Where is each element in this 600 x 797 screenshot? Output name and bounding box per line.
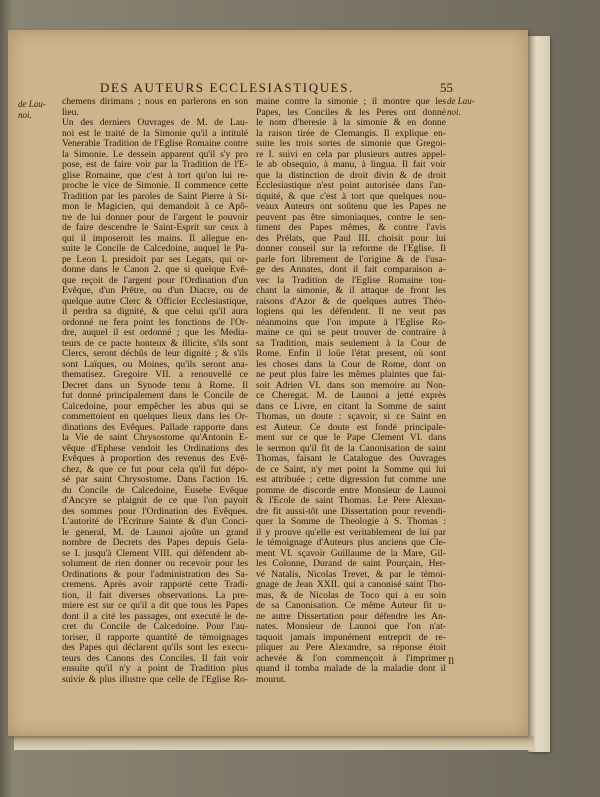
text-line: cret du Concile de Calcedoine. Pour l'au-: [62, 622, 248, 632]
page-number: 55: [440, 80, 453, 95]
text-line: teurs des Canons des Conciles. Il fait voir: [62, 653, 248, 664]
text-line: Un des derniers Ouvrages de M. de Lau-: [62, 118, 248, 128]
text-line: Clercs, seront déchûs de leur dignité ; & s'ils: [62, 349, 248, 359]
text-line: noi est le traité de la Simonie qu'il a intitulé: [62, 128, 248, 139]
text-line: il perdra sa dignité, & que celui qu'il aura: [62, 307, 248, 317]
text-line: se I. jusqu'à Clement VIII. qui défendent ab-: [62, 548, 248, 559]
text-line: commettoient en quelques lieux dans les Or-: [62, 412, 248, 422]
text-line: sa Tradition, mais seulement à la Cour de: [256, 338, 446, 349]
text-line: chemens dirimans ; nous en parlerons en son: [62, 97, 248, 107]
text-line: vec la Tradition de l'Eglise Romaine tou-: [256, 275, 446, 286]
text-line: les choses dans la Cour de Rome, dont on: [256, 359, 446, 370]
text-line: taquoit jamais impunément entreprit de re-: [256, 632, 446, 643]
margin-note-right: [447, 96, 475, 117]
text-line: Decret dans un Synode tenu à Rome. Il: [62, 380, 248, 391]
text-line: dans ce Livre, en citant la Somme de saint: [256, 401, 446, 412]
text-line: tiquité, & que c'est à tort que quelques nou-: [256, 191, 446, 202]
margin-note-line: noi.: [18, 109, 32, 120]
text-line: la Vie de saint Chrysostome qu'Antonin E-: [62, 433, 248, 443]
text-line: nates. Monsieur de Launoi que l'on n'at-: [256, 622, 446, 632]
text-line: lieu.: [62, 107, 79, 118]
text-line: des sommes pour l'Ordination des Evêques.: [62, 506, 248, 517]
text-line: vêque d'Ephese vendoit les Ordinations des: [62, 443, 248, 454]
text-line: maine ce qui se peut trouver de contraire à: [256, 328, 446, 338]
text-line: des Papes qui déclarent qu'ils sont les execu-: [62, 643, 248, 653]
text-line: la Simonie. Le dessein apparent qu'il s'y pro: [62, 149, 248, 160]
text-line: suivie & plus illustre que celle de l'Eglise Ro-: [62, 674, 248, 685]
text-line: de ce Saint, n'y met point la Somme qui lui: [256, 464, 446, 475]
text-line: vé Natalis, Nicolas Trevet, & par le témoi-: [256, 569, 446, 580]
text-line: maine contre la simonie ; il montre que les: [256, 97, 446, 107]
text-line: miere est sur ce qu'il a dit que tous les Papes: [62, 601, 248, 611]
text-line: achevée & l'on commençoit à l'imprimer: [256, 653, 446, 664]
text-line: des Prélats, que Paul III. choisit pour lui: [256, 233, 446, 244]
text-line: teurs de ce pacte honteux & illicite, s'ils sont: [62, 338, 248, 349]
text-line: Tradition par les paroles de Saint Pierre à Si-: [62, 191, 248, 202]
text-line: Ecclesiastique n'est point autorisée dans l'an-: [256, 181, 446, 191]
text-line: suite les trois sortes de simonie que Gregoi-: [256, 139, 446, 149]
text-line: timent des Papes mêmes, & contre l'avis: [256, 223, 446, 233]
text-line: ordonné ne fera point les fonctions de l'Or-: [62, 317, 248, 328]
text-line: fut donné principalement dans le Concile de: [62, 391, 248, 401]
text-line: parle fort librement de l'origine & de l'usa-: [256, 254, 446, 265]
signature-mark: Il: [448, 656, 455, 667]
page-edge-bottom: [14, 736, 534, 750]
text-line: chant la simonie, & il attaque de front les: [256, 286, 446, 296]
text-line: peuvent pas être simoniaques, contre le sen-: [256, 212, 446, 223]
text-line: dinations des Evêques. Pallade rapporte dans: [62, 422, 248, 433]
text-line: raisons d'Azor & de quelques autres Théo-: [256, 296, 446, 307]
text-line: Ordinations & pour l'administration des Sa-: [62, 569, 248, 580]
margin-note-line: de Lau-: [447, 96, 475, 106]
text-line: pe Leon I. presidoit par ses Legats, qui or-: [62, 254, 248, 265]
text-line: thematisez. Gregoire VII. a renouvellé ce: [62, 370, 248, 380]
margin-note-left: [18, 99, 46, 120]
text-line: ce Cheregat. M. de Launoi a jetté exprès: [256, 391, 446, 401]
text-line: du Concile de Calcedoine, Eusebe Evêque: [62, 485, 248, 496]
text-line: sé par saint Chrysostome. Dans l'action 16.: [62, 475, 248, 485]
text-line: Venerable Tradition de l'Eglise Romaine contre: [62, 139, 248, 149]
text-line: mourut.: [256, 674, 287, 685]
text-line: le ab obsequio, à manu, à lingua. Il fait voir: [256, 160, 446, 170]
text-line: toriser, il rapporte quantité de témoignages: [62, 632, 248, 643]
text-line: que reçoit de l'argent pour l'Ordination d'un: [62, 275, 248, 286]
text-line: sont Laïques, ou Moines, qu'ils seront ana-: [62, 359, 248, 370]
text-line: Calcedoine, pour empêcher les abus qui se: [62, 401, 248, 412]
text-line: ensuite qu'il n'y a point de Tradition plus: [62, 664, 248, 674]
text-line: que la distinction de droit divin & de droit: [256, 170, 446, 181]
text-line: pose, est de faire voir par la Tradition de l'E-: [62, 160, 248, 170]
text-line: est attribuée ; cette digression fut comme une: [256, 475, 446, 485]
text-line: pliquer au Pere Alexandre, sa réponse étoit: [256, 643, 446, 653]
text-line: les Colonne, Durand de saint Pourçain, Her-: [256, 559, 446, 569]
running-header: DES AUTEURS ECCLESIASTIQUES.: [100, 80, 354, 95]
text-line: donne dans le Canon 2. que si quelque Evê-: [62, 265, 248, 275]
page-edge-right: [528, 36, 550, 752]
text-line: chez, & que ce fut pour cela qu'il fut dépo-: [62, 464, 248, 475]
text-line: le sermon qu'il fit de la Canonisation de saint: [256, 443, 446, 454]
text-line: de sa Canonisation. Ce même Auteur fit u-: [256, 601, 446, 611]
text-line: d'Ancyre se plaignit de ce que l'on payoit: [62, 496, 248, 506]
text-line: cremens. Après avoir rapporté cette Tradi-: [62, 580, 248, 590]
text-line: la raison tirée de Clemangis. Il explique en-: [256, 128, 446, 139]
margin-note-line: noi.: [447, 106, 461, 117]
text-line: de faire descendre le Saint-Esprit sur ceux à: [62, 223, 248, 233]
text-line: est Auteur. Ce doute est fondé principale-: [256, 422, 446, 433]
text-line: L'autorité de l'Ecriture Sainte & d'un Conci-: [62, 517, 248, 527]
text-line: Evêques à proportion des revenus des Evê-: [62, 454, 248, 464]
text-line: Evêque, d'un Prêtre, ou d'un Diacre, ou de: [62, 286, 248, 296]
text-line: Rome. Enfin il loüe l'état present, où sont: [256, 349, 446, 359]
right-text-column: [256, 97, 446, 685]
text-line: Papes, les Conciles & les Peres ont donné: [256, 107, 446, 118]
text-line: proche le vice de Simonie. Il commence cette: [62, 181, 248, 191]
text-line: dre, auquel il est ordonné ; que les Media-: [62, 328, 248, 338]
text-line: veaux Auteurs ont soûtenu que les Papes ne: [256, 202, 446, 212]
text-line: quer la Somme de Theologie à S. Thomas :: [256, 517, 446, 527]
text-line: le nom d'heresie à la simonie & en donne: [256, 118, 446, 128]
text-line: ge des Annates, dont il fait comparaison a-: [256, 265, 446, 275]
text-line: soit Adrien VI. dans son memoire au Non-: [256, 380, 446, 391]
text-line: le témoignage d'Auteurs plus anciens que Cle-: [256, 538, 446, 548]
text-line: ne autre Dissertation pour défendre les An-: [256, 611, 446, 622]
text-line: nombre de Decrets des Papes depuis Gela-: [62, 538, 248, 548]
text-line: ne peut plus faire les mêmes plaintes que fai-: [256, 370, 446, 380]
text-line: quelque autre Clerc & Officier Ecclesiastique,: [62, 296, 248, 307]
text-line: pomme de discorde entre Monsieur de Launoi: [256, 485, 446, 496]
text-line: solument de rien donner ou recevoir pour les: [62, 559, 248, 569]
text-line: Thomas, un doute : sçavoir, si ce Saint en: [256, 412, 446, 422]
margin-note-line: de Lau-: [18, 99, 46, 109]
text-line: quand il tomba malade de la maladie dont il: [256, 664, 446, 674]
text-line: tion, il fait diverses observations. La pre-: [62, 590, 248, 601]
text-line: logiens qui les défendent. Il ne veut pas: [256, 307, 446, 317]
text-line: néanmoins que l'on impute à l'Eglise Ro-: [256, 317, 446, 328]
left-text-column: [62, 97, 248, 685]
text-line: & l'Ecole de saint Thomas. Le Pere Alexan-: [256, 496, 446, 506]
text-line: qui il imposeroit les mains. Il allegue en-: [62, 233, 248, 244]
text-line: mon le Magicien, qui demandoit à ce Apô-: [62, 202, 248, 212]
text-line: ment sur ce que le Pape Clement VI. dans: [256, 433, 446, 443]
text-line: mas, & de Nicolas de Toco qui a eu soin: [256, 590, 446, 601]
text-line: gnage de Jean XXII. qui a canonisé saint Tho-: [256, 580, 446, 590]
text-line: le general, M. de Launoi ajoûte un grand: [62, 527, 248, 538]
text-line: glise Romaine, que c'est à tort qu'on lui re-: [62, 170, 248, 181]
text-line: donner conseil sur la reforme de l'Eglise. Il: [256, 244, 446, 254]
text-line: il y prouve qu'elle est veritablement de lui par: [256, 527, 446, 538]
text-line: suite le Concile de Calcedoine, auquel le Pa-: [62, 244, 248, 254]
text-line: Thomas, faisant le Catalogue des Ouvrages: [256, 454, 446, 464]
text-line: tre de lui donner pour de l'argent le pouvoir: [62, 212, 248, 223]
text-line: dre fit aussi-tôt une Dissertation pour revendi-: [256, 506, 446, 517]
text-line: re I. suivi en cela par plusieurs autres appel-: [256, 149, 446, 160]
text-line: ment VI. sçavoir Guillaume de la Mare, Gil-: [256, 548, 446, 559]
text-line: dont il a cité les passages, ont executé le de-: [62, 611, 248, 622]
